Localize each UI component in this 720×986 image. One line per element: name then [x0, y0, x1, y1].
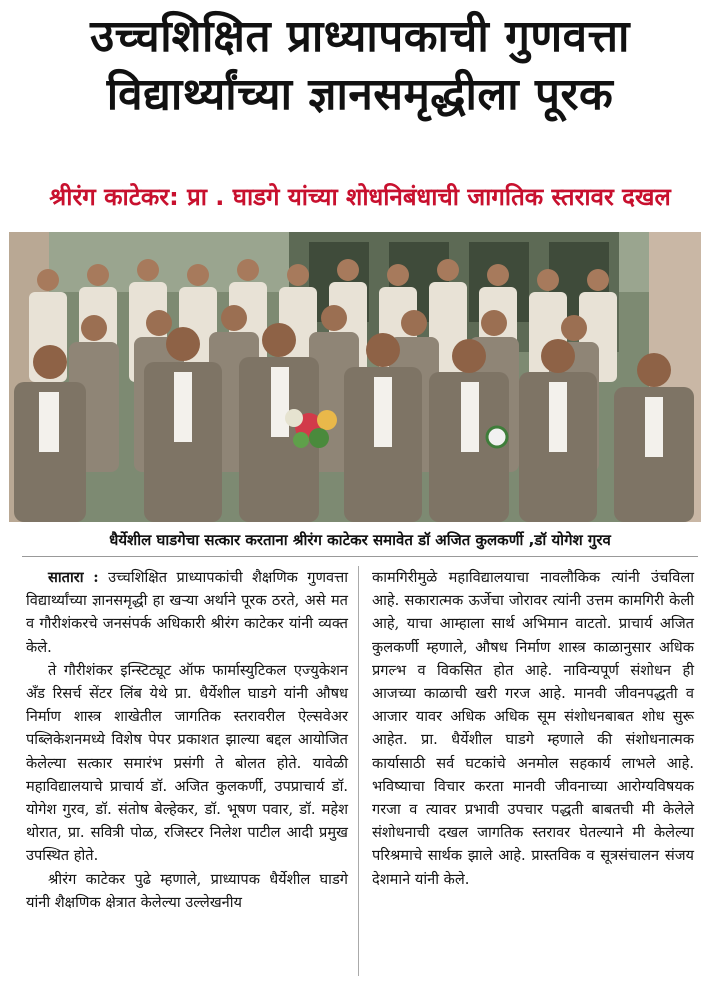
rosette-badge-icon: [487, 427, 507, 447]
group-photo: [9, 232, 701, 522]
article-paragraph-1-text: उच्चशिक्षित प्राध्यापकांची शैक्षणिक गुणवत्ता विद्यार्थ्यांच्या ज्ञानसमृद्धी हा खऱ्या अर्थाने पूरक ठरते, असे मत व गौरीशंकरचे जनसंपर्क अधिकारी श्रीरंग काटेकर यांनी व्यक्त केले.: [26, 569, 348, 656]
article-column-right: [372, 566, 694, 891]
headline: [0, 8, 720, 124]
photo-caption: धैर्येशील घाडगेचा सत्कार करताना श्रीरंग काटेकर समावेत डॉ अजित कुलकर्णी ,डॉ योगेश गुरव: [109, 531, 611, 549]
group-photo-illustration: [9, 232, 701, 522]
article-paragraph-4: कामगिरीमुळे महाविद्यालयाचा नावलौकिक त्यांनी उंचविला आहे. सकारात्मक ऊर्जेचा जोरावर त्यांनी उत्तम कामगिरी केली आहे, याचा आम्हाला सार्थ अभिमान वाटतो. प्राचार्य अजित कुलकर्णी म्हणाले, औषध निर्माण शास्त्र काळानुसार अधिक प्रगल्भ व विकसित होत आहे. नाविन्यपूर्ण संशोधन ही आजच्या काळाची खरी गरज आहे. मानवी जीवनपद्धती व आजार यावर अधिक अधिक सूम संशोधनबाबत शोध सुरू आहेत. प्रा. धैर्येशील घाडगे म्हणाले की संशोधनात्मक कार्यासाठी सर्व घटकांचे अनमोल सहकार्य लाभले आहे. भविष्याचा विचार करता मानवी जीवनाच्या आरोग्यविषयक गरजा व त्यावर प्रभावी उपचार पद्धती बाबतची मी केलेले संशोधनाची दखल जागतिक स्तरावर घेतल्याने मी केलेल्या परिश्रमाचे सार्थक झाले आहे. प्रास्तविक व सूत्रसंचालन संजय देशमाने यांनी केले.: [372, 569, 694, 888]
column-divider: [358, 566, 359, 976]
article-column-left: [26, 566, 348, 914]
subheadline: श्रीरंग काटेकर: प्रा . घाडगे यांच्या शोधनिबंधाची जागतिक स्तरावर दखल: [49, 183, 671, 211]
caption-divider: [22, 556, 698, 557]
article-paragraph-1: [26, 566, 348, 659]
headline-line-1: उच्चशिक्षित प्राध्यापकाची गुणवत्ता: [90, 11, 630, 62]
headline-line-2: विद्यार्थ्यांच्या ज्ञानसमृद्धीला पूरक: [106, 69, 614, 120]
article-paragraph-3: श्रीरंग काटेकर पुढे म्हणाले, प्राध्यापक धैर्येशील घाडगे यांनी शैक्षणिक क्षेत्रात केलेल्या उल्लेखनीय: [26, 870, 348, 911]
article-paragraph-2: ते गौरीशंकर इन्स्टिट्यूट ऑफ फार्मास्युटिकल एज्युकेशन अँड रिसर्च सेंटर लिंब येथे प्रा. धैर्येशील घाडगे यांनी औषध निर्माण शास्त्र शाखेतील जागतिक स्तरावरील ऐल्सवेअर पब्लिकेशनमध्ये विशेष पेपर प्रकाशत झाल्या बद्दल आयोजित केलेल्या सत्कार समारंभ प्रसंगी ते बोलत होते. यावेळी महाविद्यालयाचे प्राचार्य डॉ. अजित कुलकर्णी, उपप्राचार्य डॉ. योगेश गुरव, डॉ. संतोष बेल्हेकर, डॉ. भूषण पवार, डॉ. महेश थोरात, प्रा. सवित्री पोळ, रजिस्टर निलेश पाटील आदी प्रमुख उपस्थित होते.: [26, 661, 348, 865]
dateline: सातारा :: [48, 569, 99, 586]
